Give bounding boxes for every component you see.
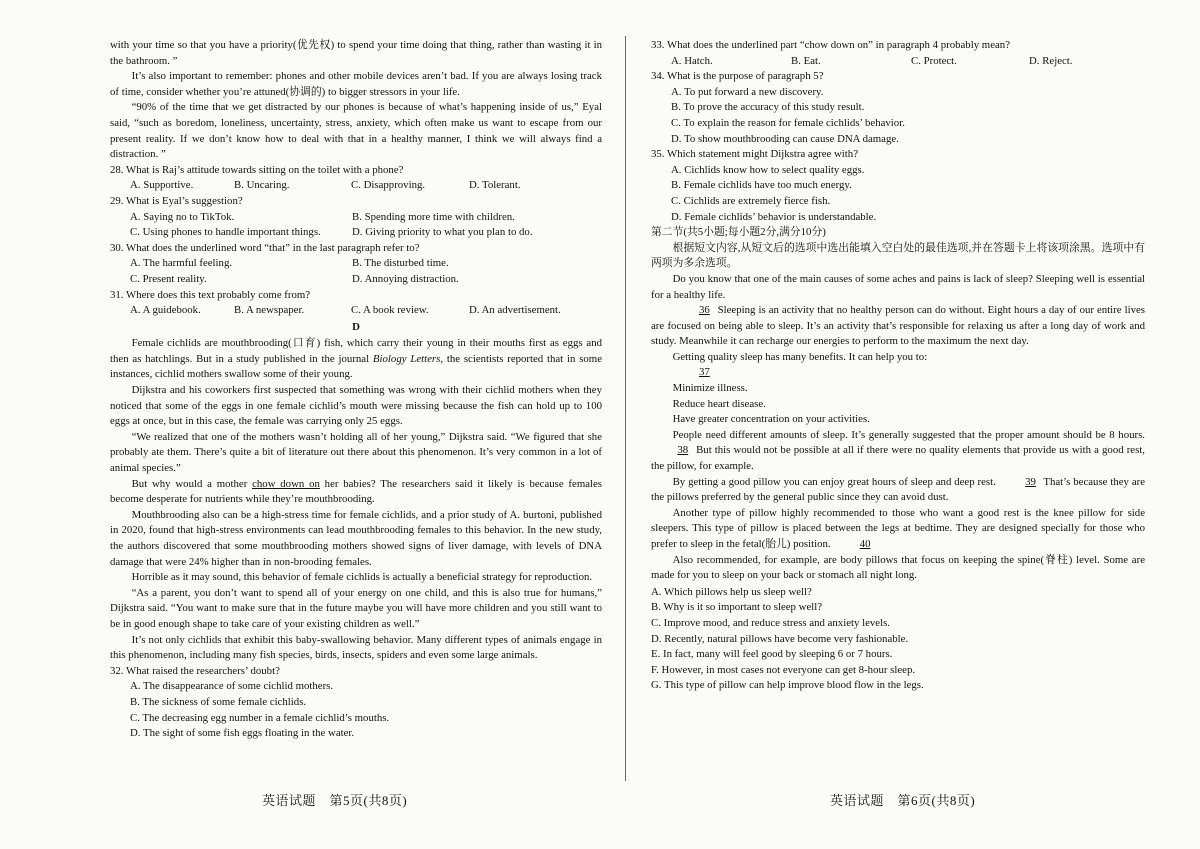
option-a: A. The disappearance of some cichlid mothers. — [130, 680, 334, 693]
option-c: C. Using phones to handle important things. — [130, 226, 321, 239]
passage-paragraph — [651, 506, 1145, 553]
question-stem: 31. Where does this text probably come from? — [110, 288, 311, 301]
benefit-item: Have greater concentration on your activities. — [672, 413, 870, 426]
right-column — [651, 38, 1145, 694]
option-d: D. Giving priority to what you plan to do. — [352, 226, 533, 239]
passage-paragraph: Getting quality sleep has many benefits. It can help you to: — [672, 350, 928, 363]
option-a: A. Hatch. — [671, 54, 713, 67]
option-b: B. Spending more time with children. — [352, 210, 515, 223]
section-heading-d: D — [352, 320, 360, 333]
option-a: A. Saying no to TikTok. — [130, 210, 235, 223]
option-d: D. Female cichlids’ behavior is understandable. — [671, 210, 877, 223]
text-span: That’s because they are the pillows preferred by the general public since they can avoid dust. — [651, 475, 1145, 504]
question-stem: 32. What raised the researchers’ doubt? — [110, 664, 280, 677]
text-span: , the scientists reported that in some instances, cichlid mothers swallow some of their young. — [110, 352, 602, 381]
page-footer-right: 英语试题 第6页(共8页) — [830, 793, 976, 808]
option-c: C. Protect. — [911, 54, 957, 67]
blank-39[interactable]: 39 — [1025, 475, 1036, 488]
question-34 — [651, 69, 1145, 147]
question-stem: 29. What is Eyal’s suggestion? — [110, 194, 243, 207]
options-row — [130, 303, 602, 319]
intro-paragraph: “90% of the time that we get distracted by our phones is because of what’s happening inside of us,” Eyal said, “such as boredom, loneliness, uncertainty, stress, anxiety, which often make us want to escape from our present reality. If we don’t know how to deal with that in a healthy manner, I think we will always find a distraction. ” — [110, 101, 602, 161]
passage-paragraph: Horrible as it may sound, this behavior of female cichlids is actually a beneficial strategy for reproduction. — [131, 571, 593, 584]
option-b: B. A newspaper. — [234, 304, 305, 317]
left-column — [110, 38, 602, 742]
option-b: B. The disturbed time. — [352, 257, 449, 270]
option-d: D. Reject. — [1029, 54, 1073, 67]
choice-f: F. However, in most cases not everyone can get 8-hour sleep. — [651, 663, 916, 676]
blank-37[interactable]: 37 — [698, 366, 710, 379]
option-c: C. A book review. — [351, 304, 429, 317]
text-span: Female cichlids are mouthbrooding(口育) fish, which carry their young in their mouths first as eggs and then as hatchlings. But in a study published in the journal — [110, 337, 602, 365]
passage-paragraph: Do you know that one of the main causes of some aches and pains is lack of sleep? Sleeping well is essential for a healthy life. — [651, 272, 1145, 301]
options-row — [130, 210, 602, 226]
option-c: C. The decreasing egg number in a female cichlid’s mouths. — [130, 711, 390, 724]
passage-paragraph: “We realized that one of the mothers wasn’t holding all of her young,” Dijkstra said. “We figured that she probably ate them. There’s quite a bit of literature out there about this phenomenon. It’s very common in a lot of animal species.” — [110, 430, 602, 475]
benefit-item: Reduce heart disease. — [672, 397, 766, 410]
passage-paragraph: Dijkstra and his coworkers first suspected that something was wrong with their cichlid mothers when they noticed that some of the eggs in one female cichlid’s mouth were missing because the fish can hold up to 100 eggs at once, but in this case, the female was carrying only 25 eggs. — [110, 384, 602, 428]
option-d: D. To show mouthbrooding can cause DNA damage. — [671, 132, 899, 145]
choice-list — [651, 585, 1145, 694]
options-row — [671, 54, 1145, 70]
option-a: A. To put forward a new discovery. — [671, 85, 824, 98]
intro-paragraph: It’s also important to remember: phones and other mobile devices aren’t bad. If you are always losing track of time, consider whether you’re attuned(协调的) to bigger stressors in your life. — [110, 70, 602, 98]
option-c: C. To explain the reason for female cichlids’ behavior. — [671, 116, 905, 129]
option-d: D. Annoying distraction. — [352, 272, 459, 285]
choice-e: E. In fact, many will feel good by sleeping 6 or 7 hours. — [651, 648, 893, 661]
choice-c: C. Improve mood, and reduce stress and anxiety levels. — [651, 616, 890, 629]
underlined-phrase: chow down on — [252, 477, 320, 490]
question-30 — [110, 241, 602, 288]
passage-paragraph — [651, 303, 1145, 350]
passage-paragraph: It’s not only cichlids that exhibit this baby-swallowing behavior. Many different types of animals engage in this phenomenon, including many fish species, birds, insects, spiders and even some large animals. — [110, 633, 602, 662]
passage-paragraph — [651, 475, 1145, 506]
option-c: C. Present reality. — [130, 272, 207, 285]
intro-paragraph: with your time so that you have a priority(优先权) to spend your time doing that thing, rather than wasting it in the bathroom. ” — [110, 39, 602, 67]
option-a: A. Cichlids know how to select quality eggs. — [671, 163, 865, 176]
passage-paragraph: Also recommended, for example, are body pillows that focus on keeping the spine(脊柱) level. Some are made for you to sleep on your back or stomach all night long. — [651, 553, 1145, 582]
text-span: But this would not be possible at all if there were no quality elements that provide us with a good rest, the pillow, for example. — [651, 444, 1145, 473]
page-footer-left: 英语试题 第5页(共8页) — [262, 793, 408, 808]
option-a: A. A guidebook. — [130, 304, 201, 317]
column-divider — [625, 36, 626, 781]
section-two-title: 第二节(共5小题;每小题2分,满分10分) — [651, 226, 826, 239]
blank-40[interactable]: 40 — [859, 538, 871, 550]
option-d: D. Tolerant. — [469, 179, 521, 192]
blank-38[interactable]: 38 — [677, 444, 689, 457]
option-a: A. Supportive. — [130, 179, 194, 192]
blank-line — [651, 365, 1145, 381]
passage-paragraph — [110, 336, 602, 383]
text-span: By getting a good pillow you can enjoy great hours of sleep and deep rest. — [672, 475, 999, 488]
text-span: But why would a mother — [131, 477, 253, 490]
option-b: B. Uncaring. — [234, 179, 290, 192]
option-a: A. The harmful feeling. — [130, 257, 233, 270]
question-28 — [110, 163, 602, 194]
question-stem: 28. What is Raj’s attitude towards sitting on the toilet with a phone? — [110, 163, 404, 176]
question-stem: 35. Which statement might Dijkstra agree with? — [651, 148, 858, 161]
blank-36[interactable]: 36 — [698, 304, 710, 317]
section-two-instructions: 根据短文内容,从短文后的选项中选出能填入空白处的最佳选项,并在答题卡上将该项涂黑。选项中有两项为多余选项。 — [651, 241, 1145, 270]
question-stem: 34. What is the purpose of paragraph 5? — [651, 70, 824, 83]
option-d: D. An advertisement. — [469, 304, 561, 317]
text-span: her babies? The researchers said it likely is because females become desperate for nutrients while they’re mouthbrooding. — [110, 477, 602, 506]
journal-name: Biology Letters — [372, 352, 441, 365]
question-31 — [110, 288, 602, 319]
options-row — [130, 256, 602, 272]
question-stem: 30. What does the underlined word “that” in the last paragraph refer to? — [110, 241, 420, 254]
text-span: Sleeping is an activity that no healthy person can do without. Eight hours a day of our entire lives are focused on being able to sleep. It’s an activity that’s responsible for relaxing us after a long day of work and study. Meanwhile it can recharge our energies to perform to the maximum the next day. — [651, 304, 1145, 348]
option-d: D. The sight of some fish eggs floating in the water. — [130, 727, 355, 740]
passage-paragraph — [651, 428, 1145, 475]
option-b: B. Female cichlids have too much energy. — [671, 179, 852, 192]
passage-paragraph — [110, 477, 602, 508]
option-c: C. Disapproving. — [351, 179, 426, 192]
question-29 — [110, 194, 602, 241]
option-b: B. To prove the accuracy of this study result. — [671, 101, 865, 114]
question-32 — [110, 664, 602, 742]
passage-paragraph: “As a parent, you don’t want to spend all of your energy on one child, and this is also true for humans,” Dijkstra said. “You want to make sure that in the future maybe you will have more children and you still want to be in good enough shape to take care of your existing children as well.” — [110, 586, 602, 630]
options-row — [130, 272, 602, 288]
options-row — [130, 178, 602, 194]
question-35 — [651, 147, 1145, 225]
choice-g: G. This type of pillow can help improve blood flow in the legs. — [651, 679, 924, 692]
choice-a: A. Which pillows help us sleep well? — [651, 585, 812, 598]
benefit-item: Minimize illness. — [672, 382, 748, 395]
text-span: Another type of pillow highly recommended to those who want a good rest is the knee pillow for side sleepers. This type of pillow is placed between the legs at bedtime. They are designed specially for those who prefer to sleep in the fetal(胎儿) position. — [651, 506, 1145, 550]
option-b: B. Eat. — [791, 54, 821, 67]
passage-paragraph: Mouthbrooding also can be a high-stress time for female cichlids, and a prior study of A. burtoni, published in 2020, found that high-stress environments can lead mouthbrooding females to this behavior. In the new study, the authors discovered that some mouthbrooding mothers showed signs of liver damage, with levels of DNA damage that were 24% higher than in non-brooding females. — [110, 508, 602, 568]
option-c: C. Cichlids are extremely fierce fish. — [671, 194, 831, 207]
options-row — [130, 225, 602, 241]
question-33 — [651, 38, 1145, 69]
question-stem: 33. What does the underlined part “chow down on” in paragraph 4 probably mean? — [651, 39, 1010, 51]
choice-d: D. Recently, natural pillows have become very fashionable. — [651, 632, 909, 645]
text-span: People need different amounts of sleep. It’s generally suggested that the proper amount should be 8 hours. — [672, 428, 1145, 441]
choice-b: B. Why is it so important to sleep well? — [651, 601, 823, 614]
option-b: B. The sickness of some female cichlids. — [130, 695, 307, 708]
